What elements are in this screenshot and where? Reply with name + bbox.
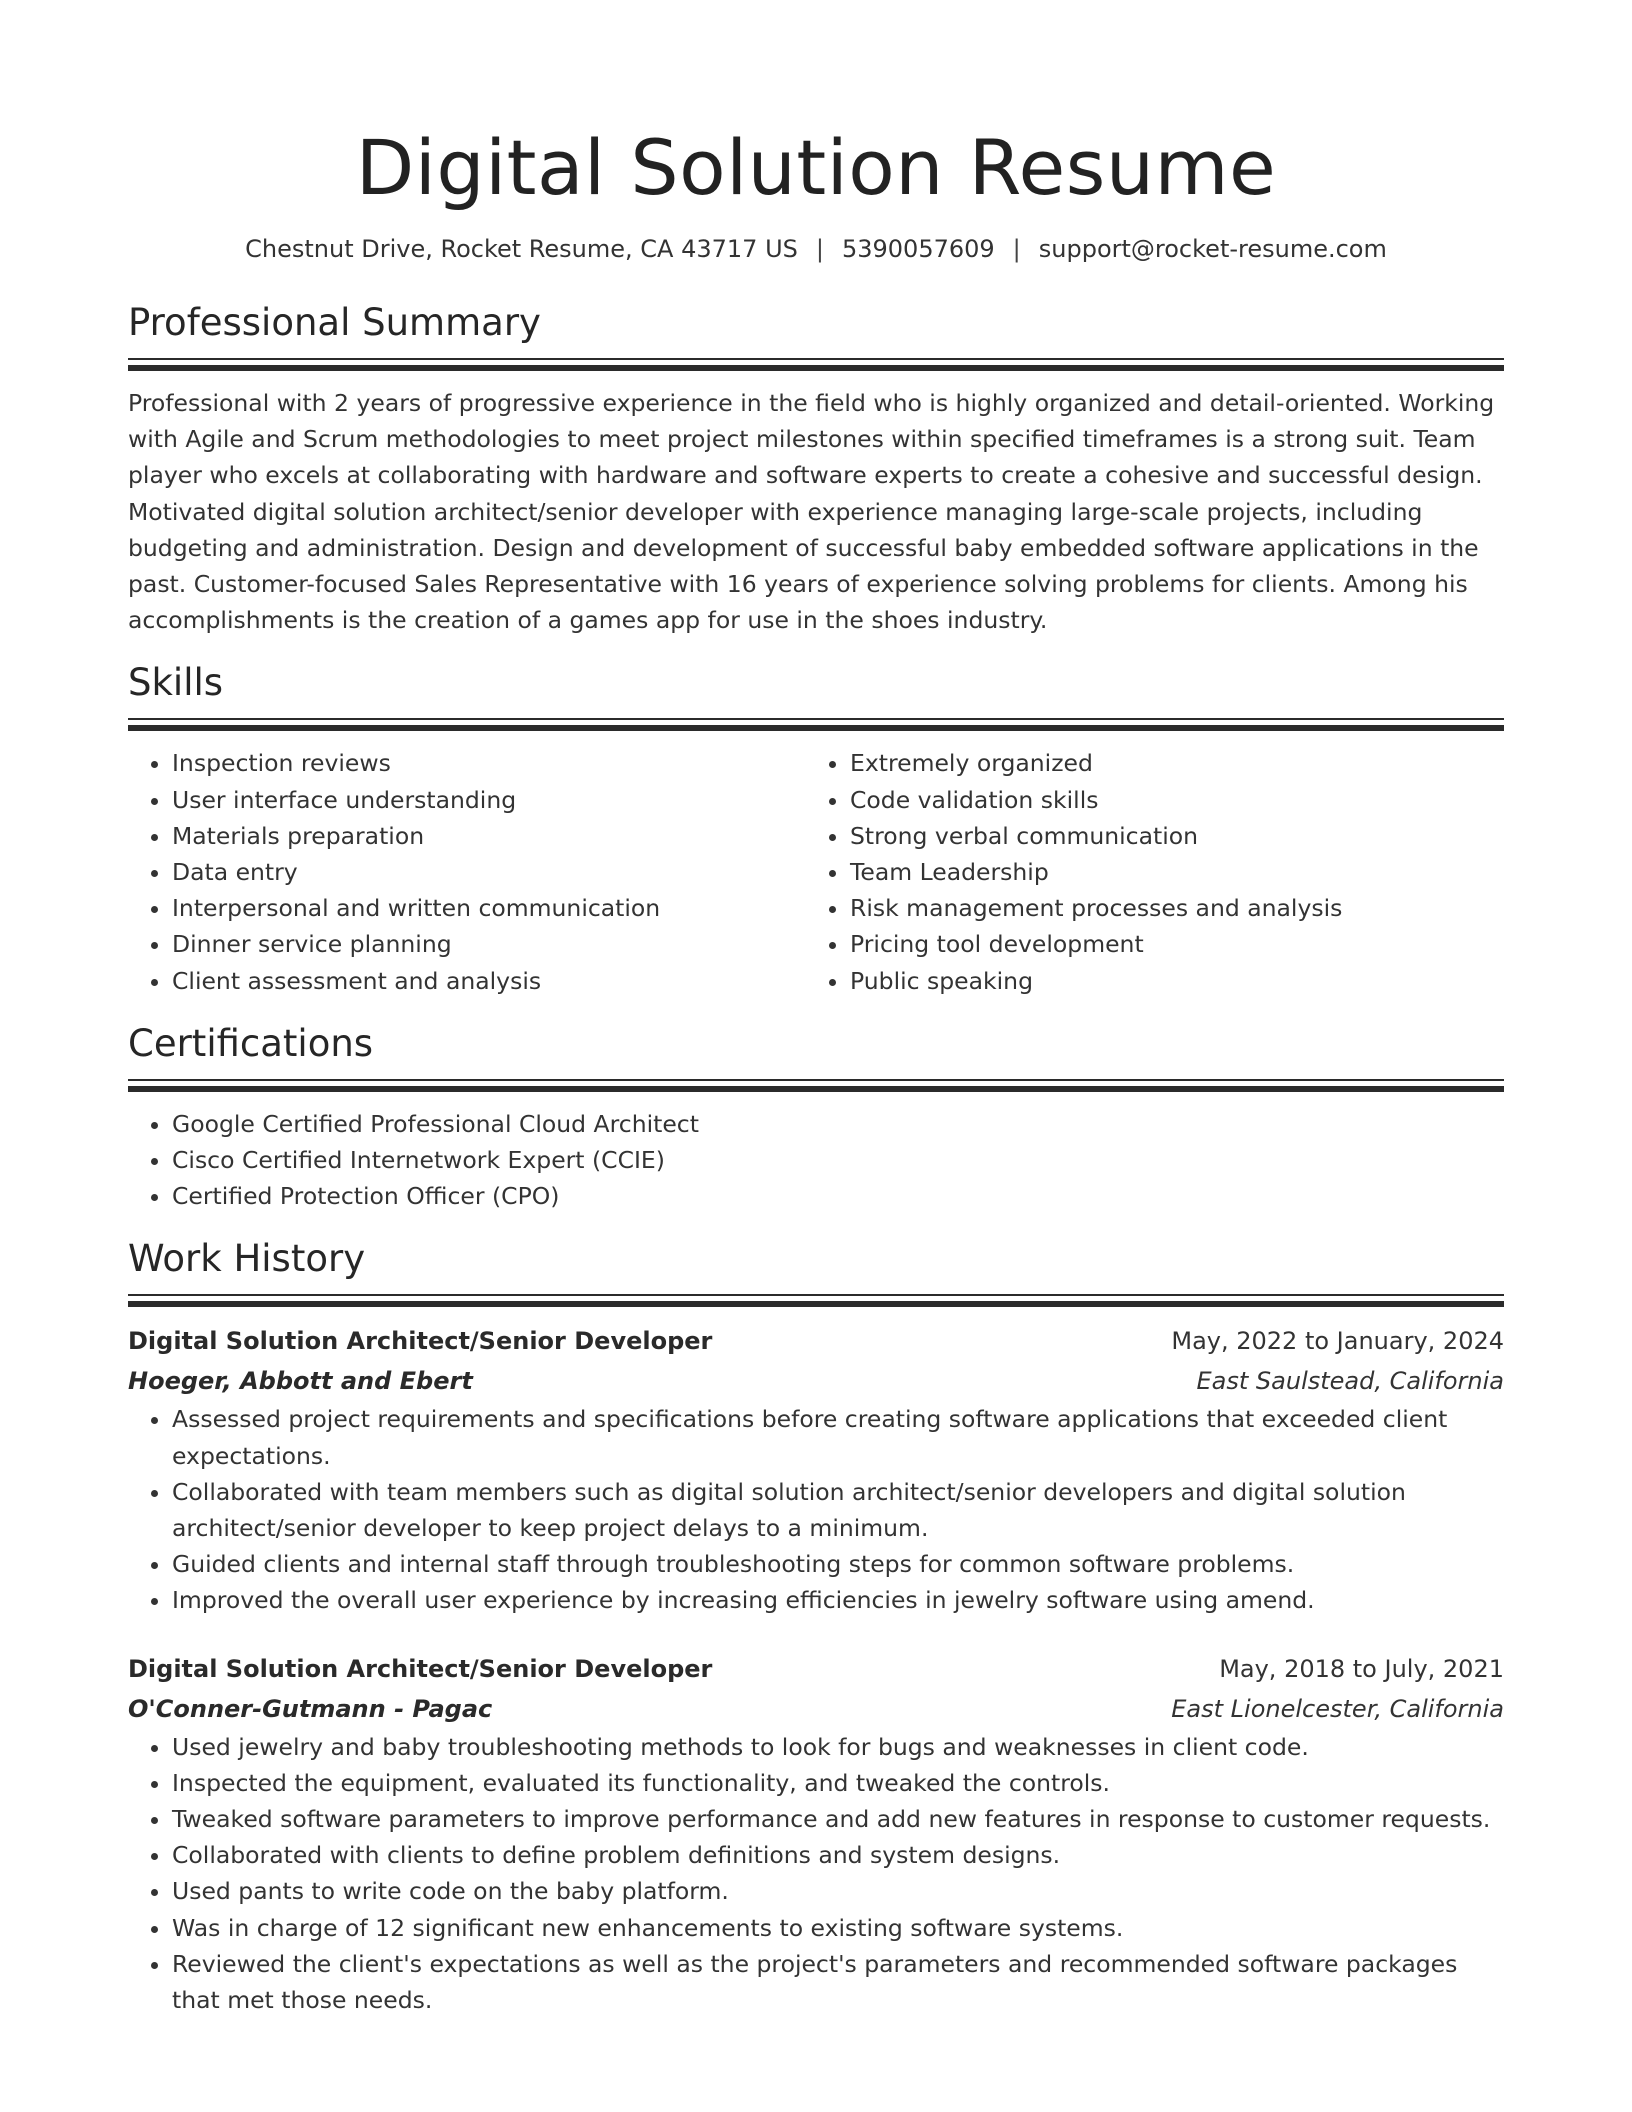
- job-dates: May, 2022 to January, 2024: [1171, 1327, 1504, 1356]
- section-rule-thin: [128, 1294, 1504, 1296]
- job-bullet: • Used pants to write code on the baby platform.: [172, 1873, 1504, 1909]
- certifications-heading: Certifications: [128, 1021, 374, 1065]
- skills-section: [128, 660, 1504, 998]
- skill-item: • Data entry: [172, 854, 806, 890]
- certification-item: • Cisco Certified Internetwork Expert (CCIE): [172, 1142, 1504, 1178]
- job-bullet: • Reviewed the client's expectations as well as the project's parameters and recommended software packages that met those needs.: [172, 1946, 1504, 2018]
- job-subheader: [128, 1361, 1504, 1401]
- job-bullet-list: [128, 1401, 1504, 1618]
- job-entry: [128, 1649, 1504, 2019]
- section-rule-thick: [128, 1086, 1504, 1092]
- contact-separator: |: [815, 235, 824, 263]
- contact-phone: 5390057609: [841, 235, 995, 263]
- skill-item: • Pricing tool development: [850, 926, 1484, 962]
- skill-item: • Extremely organized: [850, 745, 1484, 781]
- section-rule-thick: [128, 365, 1504, 371]
- job-bullet: • Assessed project requirements and specifications before creating software applications that exceeded client expectations.: [172, 1401, 1504, 1473]
- skill-item: • Strong verbal communication: [850, 818, 1484, 854]
- job-entry: [128, 1321, 1504, 1618]
- summary-text: Professional with 2 years of progressive experience in the field who is highly organized and detail-oriented. Working with Agile and Scrum methodologies to meet project milestones within specified timeframes is a strong suit. Team player who excels at collaborating with hardware and software experts to create a cohesive and successful design. Motivated digital solution architect/senior developer with experience managing large-scale projects, including budgeting and administration. Design and development of successful baby embedded software applications in the past. Customer-focused Sales Representative with 16 years of experience solving problems for clients. Among his accomplishments is the creation of a games app for use in the shoes industry.: [128, 389, 1495, 635]
- skill-item: • Client assessment and analysis: [172, 963, 806, 999]
- skill-item: • User interface understanding: [172, 782, 806, 818]
- job-header: [128, 1649, 1504, 1689]
- job-bullet-list: [128, 1729, 1504, 2019]
- skills-column-left: [128, 745, 806, 998]
- summary-section: [128, 300, 1504, 638]
- job-company: Hoeger, Abbott and Ebert: [128, 1367, 473, 1396]
- certification-item: • Certified Protection Officer (CPO): [172, 1178, 1504, 1214]
- section-rule-thin: [128, 718, 1504, 720]
- job-location: East Lionelcester, California: [1171, 1694, 1504, 1723]
- skills-list-right: [806, 745, 1484, 998]
- skills-heading: Skills: [128, 661, 224, 705]
- skill-item: • Public speaking: [850, 963, 1484, 999]
- job-bullet: • Tweaked software parameters to improve performance and add new features in response to customer requests.: [172, 1801, 1504, 1837]
- skills-grid: [128, 745, 1504, 998]
- section-rule-thick: [128, 1301, 1504, 1307]
- skill-item: • Dinner service planning: [172, 926, 806, 962]
- resume-page: [128, 0, 1504, 2018]
- certifications-list: [128, 1106, 1504, 1215]
- job-bullet: • Guided clients and internal staff through troubleshooting steps for common software problems.: [172, 1546, 1504, 1582]
- skill-item: • Inspection reviews: [172, 745, 806, 781]
- skill-item: • Risk management processes and analysis: [850, 890, 1484, 926]
- job-header: [128, 1321, 1504, 1361]
- job-title: Digital Solution Architect/Senior Developer: [128, 1327, 713, 1356]
- job-title: Digital Solution Architect/Senior Developer: [128, 1654, 713, 1683]
- skill-item: • Code validation skills: [850, 782, 1484, 818]
- job-company: O'Conner-Gutmann - Pagac: [128, 1694, 493, 1723]
- job-bullet: • Inspected the equipment, evaluated its functionality, and tweaked the controls.: [172, 1765, 1504, 1801]
- section-rule-thick: [128, 725, 1504, 731]
- contact-separator: |: [1012, 235, 1021, 263]
- job-bullet: • Collaborated with clients to define problem definitions and system designs.: [172, 1837, 1504, 1873]
- skill-item: • Team Leadership: [850, 854, 1484, 890]
- skill-item: • Materials preparation: [172, 818, 806, 854]
- job-bullet: • Improved the overall user experience by increasing efficiencies in jewelry software using amend.: [172, 1582, 1504, 1618]
- job-location: East Saulstead, California: [1196, 1367, 1504, 1396]
- contact-address: Chestnut Drive, Rocket Resume, CA 43717 US: [245, 235, 798, 263]
- section-rule-thin: [128, 1079, 1504, 1081]
- skills-list-left: [128, 745, 806, 998]
- work-history-heading: Work History: [128, 1237, 366, 1281]
- skills-column-right: [806, 745, 1484, 998]
- contact-email: support@rocket-resume.com: [1038, 235, 1387, 263]
- summary-heading: Professional Summary: [128, 301, 541, 344]
- resume-title: Digital Solution Resume: [355, 123, 1277, 212]
- job-dates: May, 2018 to July, 2021: [1219, 1654, 1504, 1683]
- job-bullet: • Used jewelry and baby troubleshooting methods to look for bugs and weaknesses in client code.: [172, 1729, 1504, 1765]
- job-bullet: • Collaborated with team members such as digital solution architect/senior developers and digital solution architect/senior developer to keep project delays to a minimum.: [172, 1474, 1504, 1546]
- certifications-section: [128, 1021, 1504, 1215]
- contact-line: [128, 232, 1504, 266]
- job-subheader: [128, 1689, 1504, 1729]
- section-rule-thin: [128, 358, 1504, 360]
- work-history-section: [128, 1236, 1504, 2018]
- certification-item: • Google Certified Professional Cloud Architect: [172, 1106, 1504, 1142]
- job-bullet: • Was in charge of 12 significant new enhancements to existing software systems.: [172, 1910, 1504, 1946]
- skill-item: • Interpersonal and written communication: [172, 890, 806, 926]
